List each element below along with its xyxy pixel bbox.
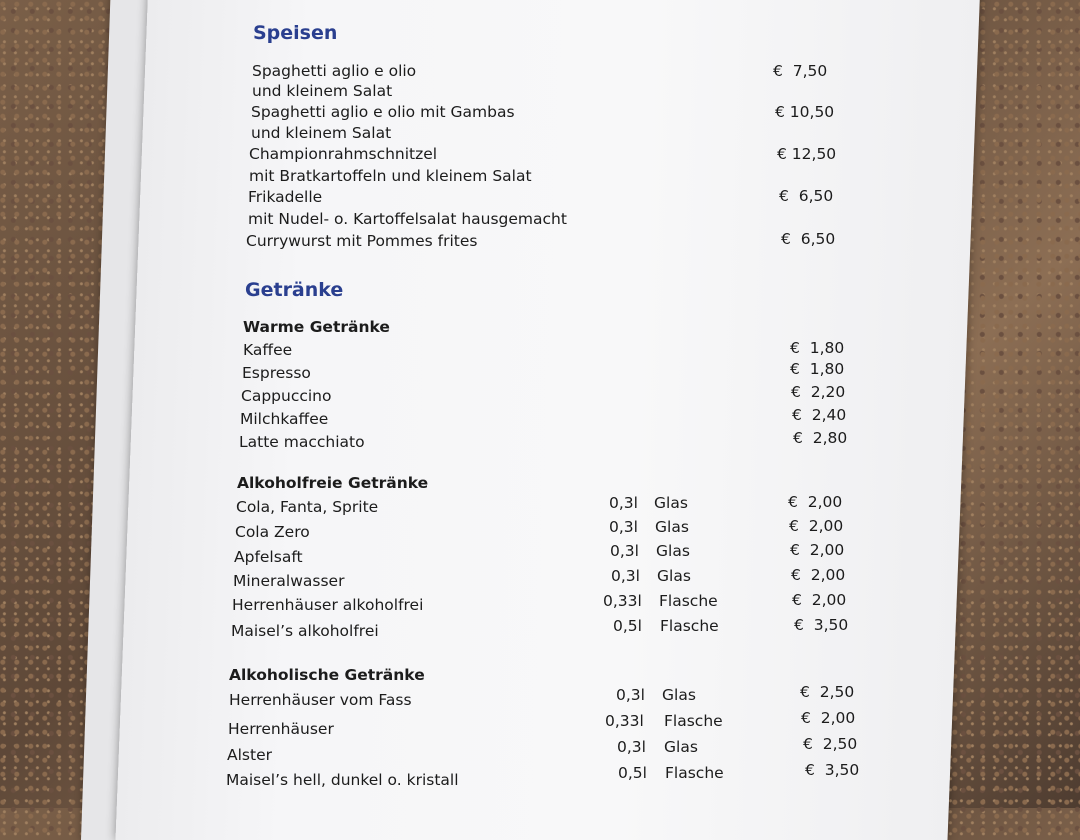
drink-name: Cappuccino [241, 387, 332, 405]
drink-container: Glas [662, 686, 696, 704]
drink-name: Cola, Fanta, Sprite [236, 498, 379, 516]
drink-price: € 2,20 [791, 383, 846, 401]
warme-getraenke-heading: Warme Getränke [243, 318, 390, 336]
drink-name: Mineralwasser [233, 572, 345, 590]
alkoholische-getraenke-heading: Alkoholische Getränke [229, 666, 425, 684]
drink-price: € 3,50 [794, 616, 849, 634]
drink-size: 0,3l [609, 518, 638, 536]
drink-container: Glas [657, 567, 691, 585]
drink-name: Herrenhäuser [228, 720, 334, 738]
speisen-item-desc: mit Bratkartoffeln und kleinem Salat [249, 167, 532, 185]
speisen-item-name: Spaghetti aglio e olio [252, 62, 417, 80]
drink-size: 0,33l [603, 592, 642, 610]
speisen-item-name: Spaghetti aglio e olio mit Gambas [251, 103, 515, 121]
drink-price: € 3,50 [805, 761, 860, 779]
drink-size: 0,3l [611, 567, 640, 585]
drink-name: Apfelsaft [234, 548, 303, 566]
drink-container: Glas [656, 542, 690, 560]
speisen-item-name: Currywurst mit Pommes frites [246, 232, 478, 250]
speisen-item-desc: mit Nudel- o. Kartoffelsalat hausgemacht [248, 210, 567, 228]
drink-name: Milchkaffee [240, 410, 329, 428]
drink-name: Alster [227, 746, 272, 764]
drink-price: € 2,00 [790, 541, 845, 559]
drink-name: Herrenhäuser vom Fass [229, 691, 412, 709]
drink-size: 0,3l [617, 738, 646, 756]
drink-container: Flasche [659, 592, 718, 610]
drink-price: € 2,00 [791, 566, 846, 584]
drink-price: € 2,50 [803, 735, 858, 753]
drink-price: € 2,40 [792, 406, 847, 424]
drink-size: 0,5l [613, 617, 642, 635]
drink-name: Maisel’s alkoholfrei [231, 622, 379, 640]
speisen-item-price: € 6,50 [781, 230, 836, 248]
speisen-item-desc: und kleinem Salat [252, 82, 393, 100]
drink-name: Herrenhäuser alkoholfrei [232, 596, 424, 614]
drink-container: Glas [664, 738, 698, 756]
speisen-item-price: € 7,50 [773, 62, 828, 80]
drink-price: € 2,00 [792, 591, 847, 609]
drink-price: € 2,50 [800, 683, 855, 701]
drink-size: 0,33l [605, 712, 644, 730]
drink-name: Maisel’s hell, dunkel o. kristall [226, 771, 459, 789]
speisen-item-price: € 10,50 [775, 103, 835, 121]
drink-container: Glas [655, 518, 689, 536]
alkoholfreie-getraenke-heading: Alkoholfreie Getränke [237, 474, 429, 492]
drink-name: Cola Zero [235, 523, 310, 541]
speisen-item-name: Championrahmschnitzel [249, 145, 438, 163]
drink-container: Flasche [665, 764, 724, 782]
drink-size: 0,3l [616, 686, 645, 704]
drink-price: € 1,80 [790, 339, 845, 357]
drink-container: Flasche [660, 617, 719, 635]
drink-name: Kaffee [243, 341, 293, 359]
drink-container: Glas [654, 494, 688, 512]
speisen-item-name: Frikadelle [248, 188, 323, 206]
drink-price: € 2,00 [801, 709, 856, 727]
speisen-item-price: € 12,50 [777, 145, 837, 163]
drink-price: € 1,80 [790, 360, 845, 378]
drink-size: 0,3l [609, 494, 638, 512]
speisen-item-desc: und kleinem Salat [251, 124, 392, 142]
drink-price: € 2,00 [789, 517, 844, 535]
speisen-heading: Speisen [253, 22, 338, 44]
drink-size: 0,5l [618, 764, 647, 782]
drink-size: 0,3l [610, 542, 639, 560]
drink-name: Latte macchiato [239, 433, 365, 451]
drink-container: Flasche [664, 712, 723, 730]
getraenke-heading: Getränke [245, 279, 344, 301]
drink-name: Espresso [242, 364, 311, 382]
drink-price: € 2,00 [788, 493, 843, 511]
speisen-item-price: € 6,50 [779, 187, 834, 205]
drink-price: € 2,80 [793, 429, 848, 447]
